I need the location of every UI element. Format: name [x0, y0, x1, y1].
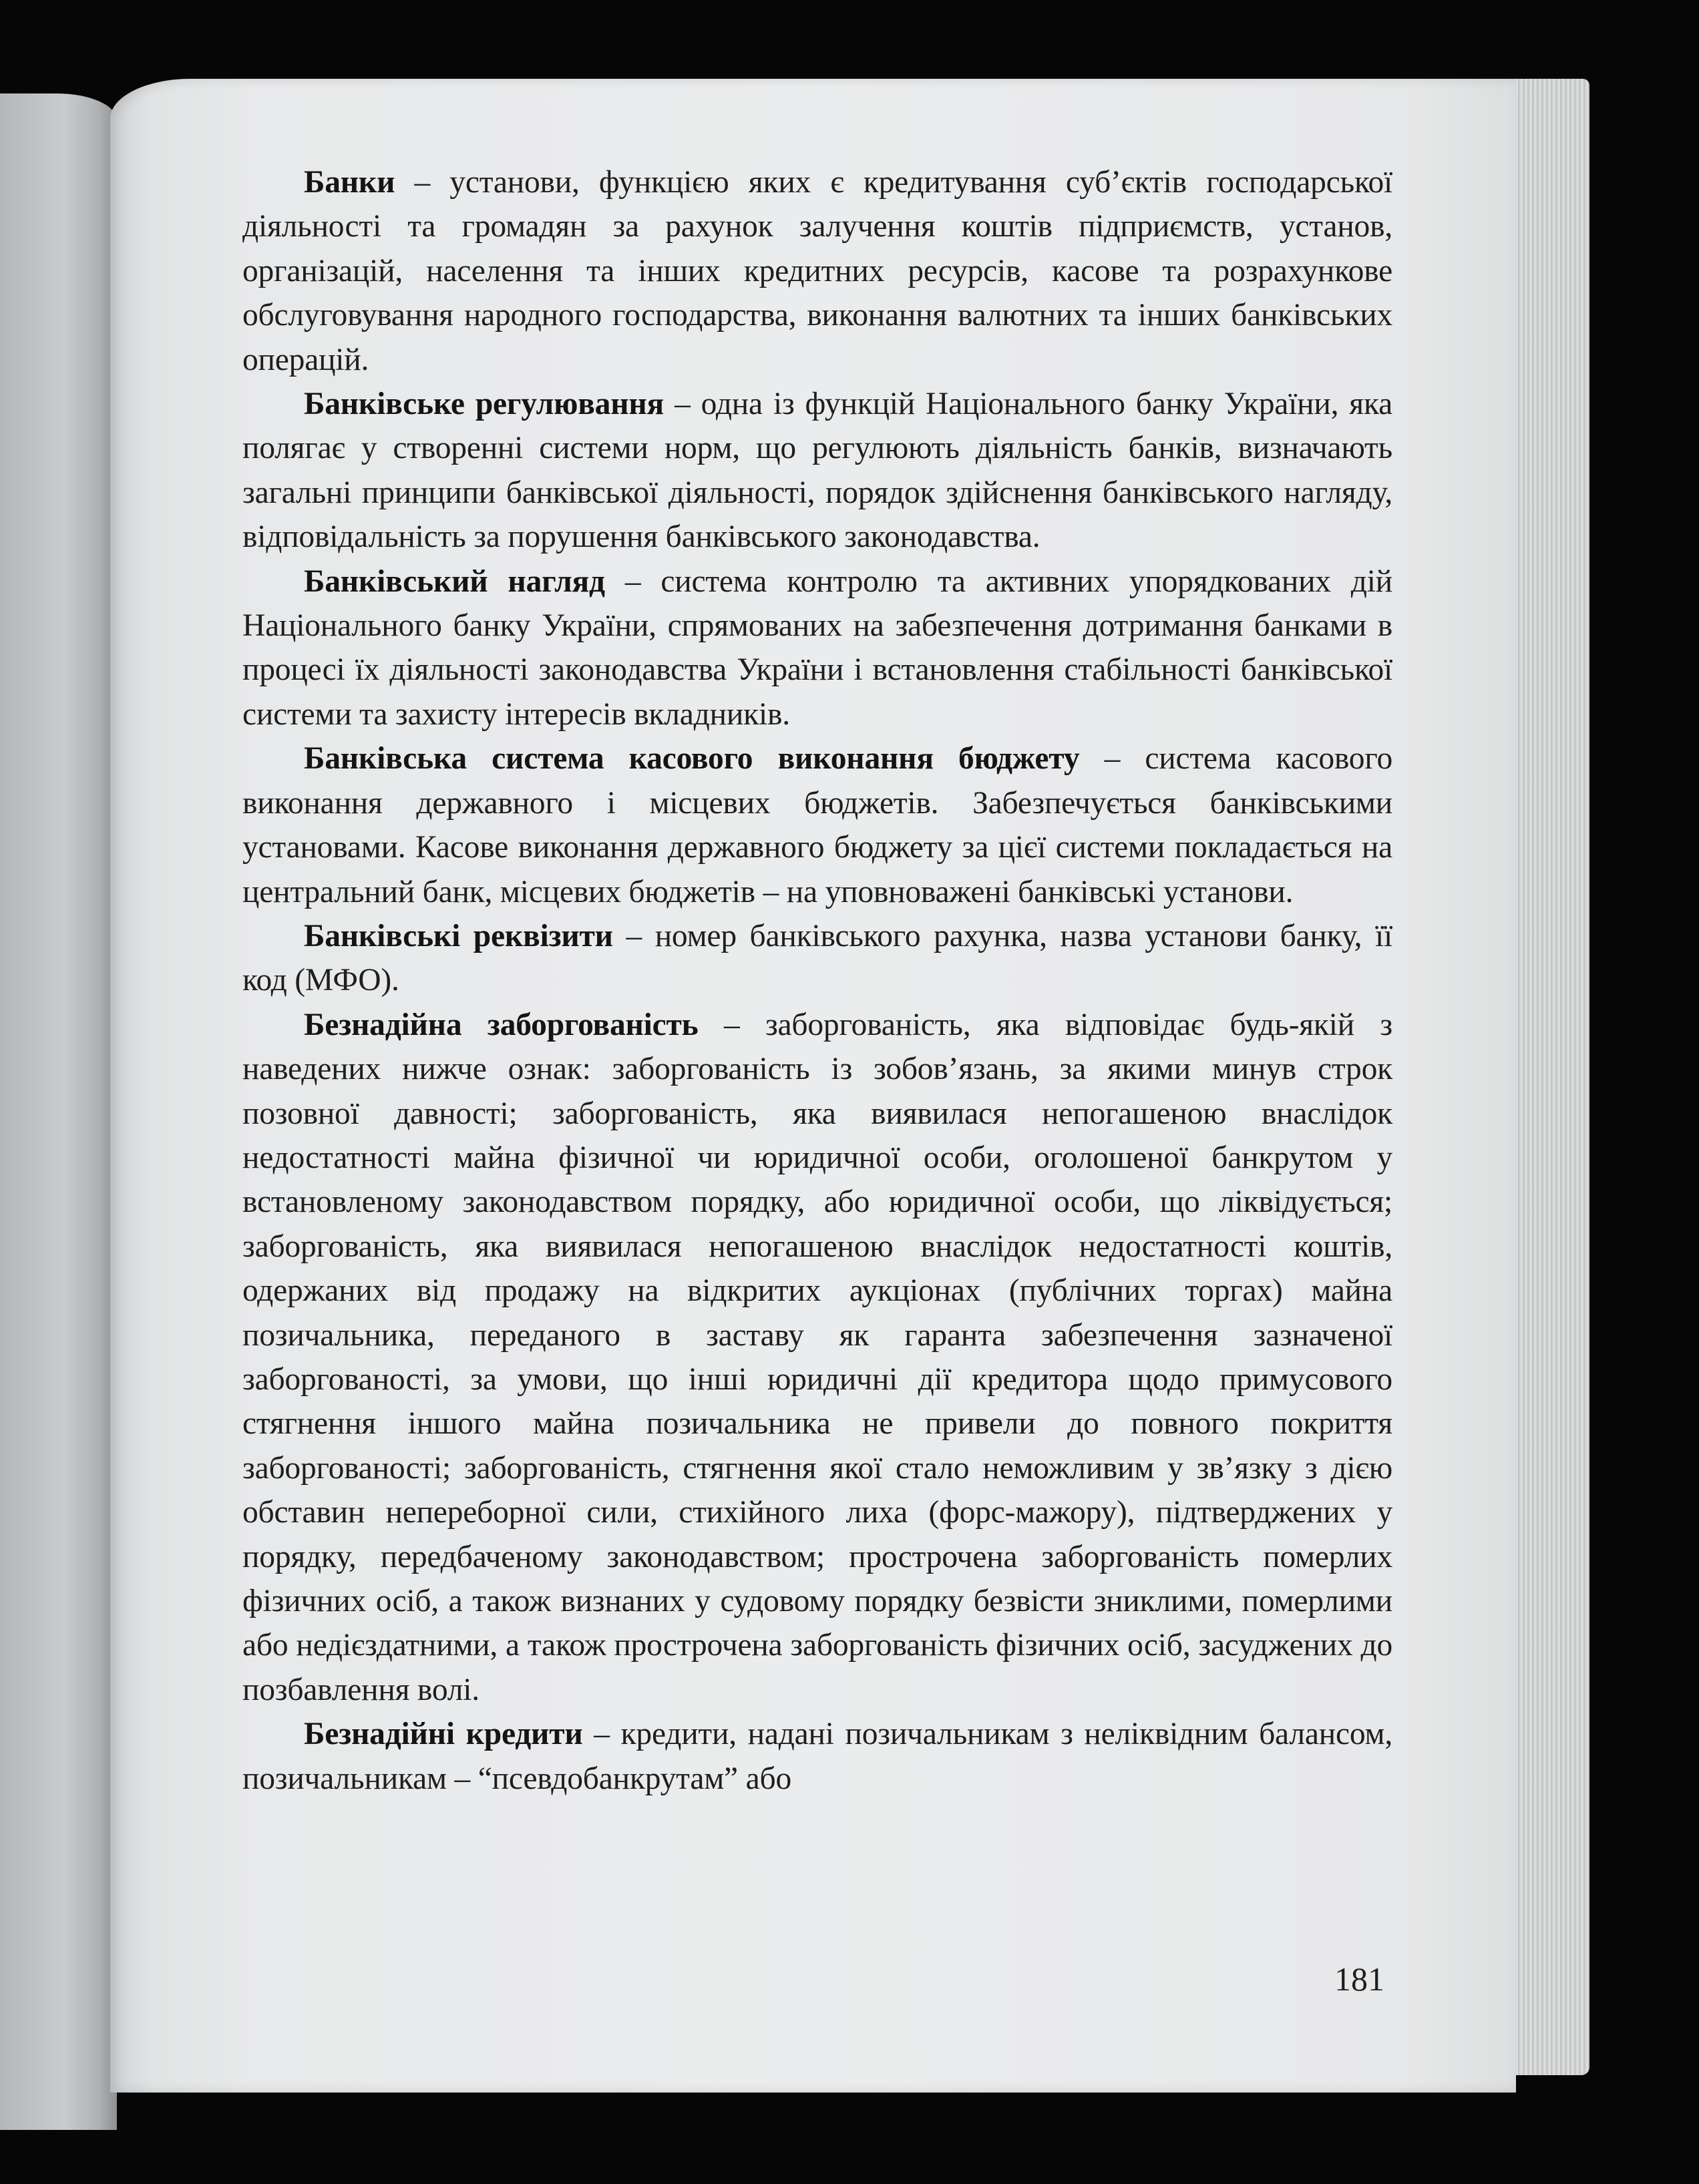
glossary-entry	[242, 736, 1392, 914]
previous-page-edge	[0, 93, 117, 2130]
glossary-term: Банківське регулювання	[304, 387, 665, 422]
glossary-entry	[242, 560, 1392, 737]
glossary-term: Банківські реквізити	[304, 918, 613, 953]
glossary-entry	[242, 160, 1392, 382]
glossary-entry	[242, 1712, 1392, 1801]
page-stack-edge	[1511, 79, 1589, 2075]
glossary-entry	[242, 382, 1392, 560]
page-number: 181	[1334, 1960, 1384, 1998]
glossary-entry	[242, 914, 1392, 1003]
glossary-term: Безнадійні кредити	[304, 1717, 583, 1752]
glossary-term: Безнадійна заборгованість	[304, 1007, 699, 1042]
glossary-text	[242, 160, 1392, 1801]
glossary-term: Банки	[304, 165, 395, 200]
glossary-term: Банківська система касового виконання бюджету	[304, 741, 1080, 777]
glossary-term: Банківський нагляд	[304, 564, 605, 599]
glossary-definition: – одна із функцій Національного банку України, яка полягає у створенні системи норм, що регулюють діяльність банків, визначають загальні принципи банківської діяльності, порядок здійснення банківського нагляду, відповідальність за порушення банківського законодавства.	[242, 387, 1392, 555]
glossary-definition: – установи, функцією яких є кредитування суб’єктів господарської діяльності та громадян за рахунок залучення коштів підприємств, установ, організацій, населення та інших кредитних ресурсів, касове та розрахункове обслуговування народного господарства, виконання валютних та інших банківських операцій.	[242, 165, 1392, 377]
glossary-definition: – кредити, надані позичальникам з неліквідним балансом, позичальникам – “псевдобанкрутам” або	[242, 1717, 1393, 1796]
glossary-entry	[242, 1003, 1392, 1713]
glossary-definition: – система контролю та активних упорядкованих дій Національного банку України, спрямованих на забезпечення дотримання банками в процесі їх діяльності законодавства України і встановлення стабільності банківської системи та захисту інтересів вкладників.	[242, 564, 1392, 732]
glossary-definition: – номер банківського рахунка, назва установи банку, її код (МФО).	[242, 918, 1392, 998]
glossary-definition: – система касового виконання державного і місцевих бюджетів. Забезпечується банківськими установами. Касове виконання державного бюджету за цієї системи покладається на центральний банк, місцевих бюджетів – на уповноважені банківські установи.	[242, 741, 1392, 909]
glossary-definition: – заборгованість, яка відповідає будь-якій з наведених нижче ознак: заборгованість із зобов’язань, за якими минув строк позовної давності; заборгованість, яка виявилася непогашеною внаслідок недостатності майна фізичної чи юридичної особи, оголошеної банкрутом у встановленому законодавством порядку, або юридичної особи, що ліквідується; заборгованість, яка виявилася непогашеною внаслідок недостатності коштів, одержаних від продажу на відкритих аукціонах (публічних торгах) майна позичальника, переданого в заставу як гаранта забезпечення зазначеної заборгованості, за умови, що інші юридичні дії кредитора щодо примусового стягнення іншого майна позичальника не привели до повного покриття заборгованості; заборгованість, стягнення якої стало неможливим у зв’язку з дією обставин непереборної сили, стихійного лиха (форс-мажору), підтверджених у порядку, передбаченому законодавством; прострочена заборгованість померлих фізичних осіб, а також визнаних у судовому порядку безвісти зниклими, померлими або недієздатними, а також прострочена заборгованість фізичних осіб, засуджених до позбавлення волі.	[242, 1007, 1392, 1707]
